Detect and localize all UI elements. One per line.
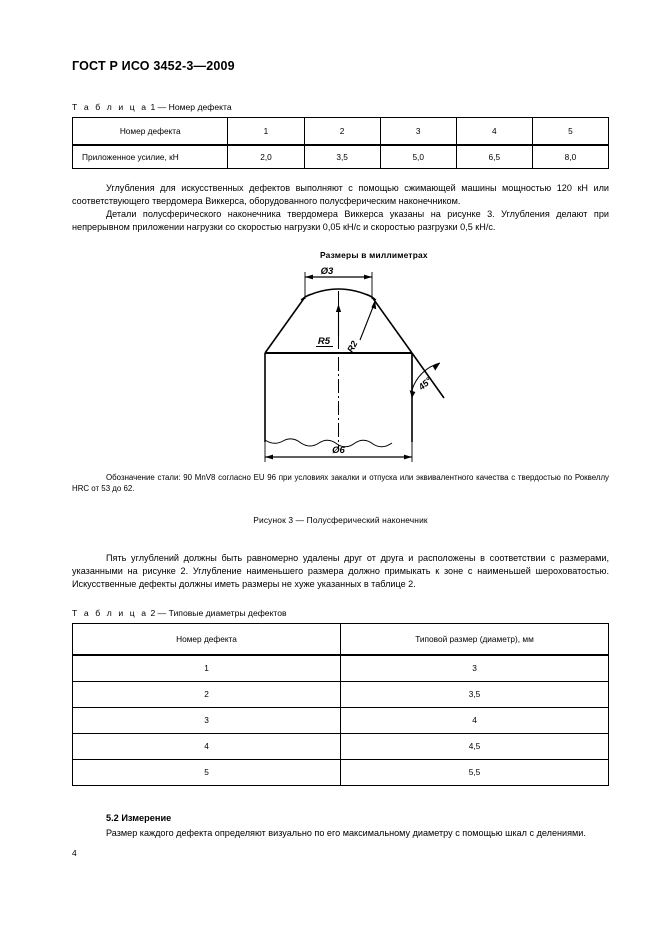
table1-r1-c0: 2,0 [228, 145, 304, 169]
figure-drawing [72, 250, 609, 472]
table-row [73, 733, 609, 759]
table2-r4-c1: 5,5 [341, 759, 609, 785]
table1-caption-rest: 1 — Номер дефекта [150, 101, 232, 112]
table-row [73, 623, 609, 655]
post-figure-paragraph [72, 552, 609, 591]
table1-caption [72, 102, 609, 112]
table2-r2-c0: 3 [73, 707, 341, 733]
label-top-diameter: Ø3 [320, 265, 334, 277]
table2-header-0: Номер дефекта [73, 623, 341, 655]
table1-r1-c4: 8,0 [532, 145, 608, 169]
table-row [73, 759, 609, 785]
table1-r0-c4: 5 [532, 118, 608, 146]
label-radius-small: R2 [345, 338, 360, 354]
label-angle: 45° [416, 375, 434, 392]
table1-r0-c0: 1 [228, 118, 304, 146]
label-radius-large: R5 [317, 335, 331, 347]
table2-r0-c0: 1 [73, 655, 341, 682]
intro-paragraphs [72, 182, 609, 234]
table2-r1-c0: 2 [73, 681, 341, 707]
cone-left-edge [265, 297, 305, 353]
page-number: 4 [72, 848, 77, 858]
table-defect-numbers [72, 117, 609, 169]
section-heading-5-2: 5.2 Измерение [106, 812, 172, 823]
table1-caption-prefix: Т а б л и ц а [72, 101, 149, 112]
table-row [73, 681, 609, 707]
figure-3-hemispherical-tip [72, 250, 609, 472]
table2-r3-c1: 4,5 [341, 733, 609, 759]
dimension-arrowheads [265, 274, 440, 459]
label-bottom-diameter: Ø6 [332, 444, 345, 456]
table2-r0-c1: 3 [341, 655, 609, 682]
table2-r2-c1: 4 [341, 707, 609, 733]
paragraph-4: Размер каждого дефекта определяют визуально по его максимальному диаметру с помощью шкал с делениями. [106, 827, 586, 838]
table2-caption-prefix: Т а б л и ц а [72, 607, 149, 618]
table2-caption-rest: 2 — Типовые диаметры дефектов [150, 607, 287, 618]
table1-r0-c3: 4 [456, 118, 532, 146]
table1-r0-c1: 2 [304, 118, 380, 146]
page-content [72, 60, 609, 840]
paragraph-3: Пять углублений должны быть равномерно удалены друг от друга и расположены в соответствии с размерами, указанными на рисунке 2. Углубление наименьшего размера должно примыкать к зоне с наименьшей шероховатостью. Искусственные дефекты должны иметь размеры не хуже указанных в таблице 2. [72, 552, 609, 589]
document-header: ГОСТ Р ИСО 3452-3—2009 [72, 59, 235, 73]
table2-r1-c1: 3,5 [341, 681, 609, 707]
table-row [73, 655, 609, 682]
table-row [73, 145, 609, 169]
table1-r1-label: Приложенное усилие, кН [73, 145, 228, 169]
cone-right-edge [372, 297, 412, 353]
table-typical-defect-diameters [72, 623, 609, 786]
table2-header-1: Типовой размер (диаметр), мм [341, 623, 609, 655]
table-row [73, 707, 609, 733]
paragraph-2: Детали полусферического наконечника твердомера Виккерса указаны на рисунке 3. Углубления делают при непрерывном приложении нагрузки со скоростью нагрузки 0,05 кН/с и скоростью разгрузки 0,5 кН/с. [72, 208, 609, 232]
table1-r1-c1: 3,5 [304, 145, 380, 169]
table1-r1-c3: 6,5 [456, 145, 532, 169]
figure-note: Обозначение стали: 90 MnV8 согласно EU 96 при условиях закалки и отпуска или эквивалентного качества с твердостью по Роквеллу HRC от 53 до 62. [72, 472, 609, 493]
figure-caption: Рисунок 3 — Полусферический наконечник [253, 514, 428, 525]
cone-right-extension [412, 353, 444, 398]
table1-r0-c2: 3 [380, 118, 456, 146]
paragraph-1: Углубления для искусственных дефектов выполняют с помощью сжимающей машины мощностью 120 кН или соответствующего твердомера Виккерса, оборудованного полусферическим наконечником. [72, 183, 609, 206]
fillet-left [301, 294, 311, 300]
table1-r1-c2: 5,0 [380, 145, 456, 169]
table2-r3-c0: 4 [73, 733, 341, 759]
fillet-right [367, 294, 377, 300]
table-row [73, 118, 609, 146]
table2-caption [72, 608, 609, 618]
break-line [265, 439, 392, 447]
table1-r0-label: Номер дефекта [73, 118, 228, 146]
figure-units-label: Размеры в миллиметрах [320, 249, 428, 260]
table2-r4-c0: 5 [73, 759, 341, 785]
